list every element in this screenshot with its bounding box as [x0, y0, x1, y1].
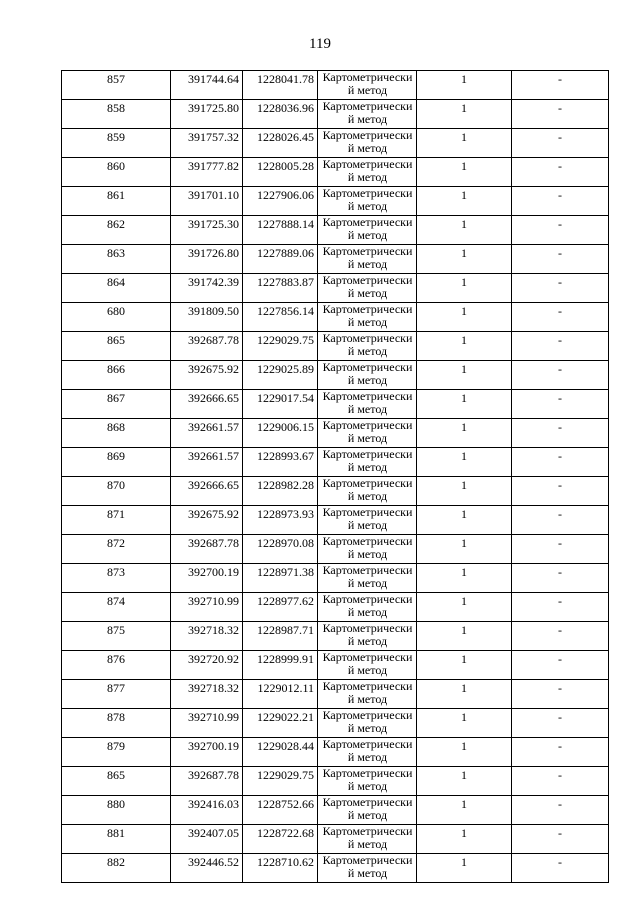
- table-row: [62, 709, 609, 738]
- x-coordinate-cell: 391725.30: [171, 216, 243, 245]
- method-line-1: Картометрически: [322, 302, 413, 316]
- method-cell: [318, 361, 417, 390]
- accuracy-cell: 1: [417, 796, 512, 825]
- coordinates-table: [61, 70, 609, 883]
- point-number-cell: 865: [62, 767, 171, 796]
- point-number-cell: 875: [62, 622, 171, 651]
- x-coordinate-cell: 391809.50: [171, 303, 243, 332]
- accuracy-cell: 1: [417, 854, 512, 883]
- table-row: [62, 854, 609, 883]
- method-cell: [318, 622, 417, 651]
- method-cell: [318, 564, 417, 593]
- method-line-1: Картометрически: [322, 70, 413, 84]
- method-line-2: й метод: [347, 199, 388, 213]
- method-line-2: й метод: [347, 373, 388, 387]
- accuracy-cell: 1: [417, 419, 512, 448]
- table-row: [62, 796, 609, 825]
- method-line-1: Картометрически: [322, 621, 413, 635]
- x-coordinate-cell: 391742.39: [171, 274, 243, 303]
- method-line-2: й метод: [347, 518, 388, 532]
- description-cell: -: [512, 245, 609, 274]
- table-row: [62, 332, 609, 361]
- accuracy-cell: 1: [417, 622, 512, 651]
- accuracy-cell: 1: [417, 680, 512, 709]
- point-number-cell: 860: [62, 158, 171, 187]
- accuracy-cell: 1: [417, 825, 512, 854]
- point-number-cell: 876: [62, 651, 171, 680]
- point-number-cell: 865: [62, 332, 171, 361]
- y-coordinate-cell: 1228993.67: [243, 448, 318, 477]
- method-cell: [318, 738, 417, 767]
- method-cell: [318, 158, 417, 187]
- x-coordinate-cell: 391777.82: [171, 158, 243, 187]
- method-line-2: й метод: [347, 141, 388, 155]
- method-line-2: й метод: [347, 489, 388, 503]
- x-coordinate-cell: 392720.92: [171, 651, 243, 680]
- description-cell: -: [512, 100, 609, 129]
- y-coordinate-cell: 1227889.06: [243, 245, 318, 274]
- point-number-cell: 858: [62, 100, 171, 129]
- method-cell: [318, 303, 417, 332]
- accuracy-cell: 1: [417, 245, 512, 274]
- point-number-cell: 680: [62, 303, 171, 332]
- description-cell: -: [512, 767, 609, 796]
- table-row: [62, 593, 609, 622]
- table-row: [62, 680, 609, 709]
- point-number-cell: 882: [62, 854, 171, 883]
- method-line-1: Картометрически: [322, 505, 413, 519]
- point-number-cell: 878: [62, 709, 171, 738]
- table-row: [62, 738, 609, 767]
- accuracy-cell: 1: [417, 187, 512, 216]
- x-coordinate-cell: 392710.99: [171, 593, 243, 622]
- x-coordinate-cell: 392661.57: [171, 448, 243, 477]
- method-cell: [318, 535, 417, 564]
- method-line-1: Картометрически: [322, 273, 413, 287]
- table-row: [62, 622, 609, 651]
- description-cell: -: [512, 709, 609, 738]
- method-line-1: Картометрически: [322, 418, 413, 432]
- method-line-2: й метод: [347, 576, 388, 590]
- y-coordinate-cell: 1228710.62: [243, 854, 318, 883]
- x-coordinate-cell: 391701.10: [171, 187, 243, 216]
- description-cell: -: [512, 477, 609, 506]
- point-number-cell: 864: [62, 274, 171, 303]
- y-coordinate-cell: 1228026.45: [243, 129, 318, 158]
- accuracy-cell: 1: [417, 564, 512, 593]
- method-line-1: Картометрически: [322, 795, 413, 809]
- method-line-2: й метод: [347, 112, 388, 126]
- description-cell: -: [512, 274, 609, 303]
- accuracy-cell: 1: [417, 100, 512, 129]
- table-row: [62, 303, 609, 332]
- description-cell: -: [512, 506, 609, 535]
- table-row: [62, 419, 609, 448]
- description-cell: -: [512, 361, 609, 390]
- description-cell: -: [512, 680, 609, 709]
- y-coordinate-cell: 1228005.28: [243, 158, 318, 187]
- x-coordinate-cell: 392666.65: [171, 477, 243, 506]
- x-coordinate-cell: 391744.64: [171, 71, 243, 100]
- method-line-2: й метод: [347, 779, 388, 793]
- method-line-1: Картометрически: [322, 128, 413, 142]
- accuracy-cell: 1: [417, 129, 512, 158]
- method-cell: [318, 419, 417, 448]
- y-coordinate-cell: 1229006.15: [243, 419, 318, 448]
- y-coordinate-cell: 1228999.91: [243, 651, 318, 680]
- method-line-1: Картометрически: [322, 563, 413, 577]
- point-number-cell: 862: [62, 216, 171, 245]
- x-coordinate-cell: 392666.65: [171, 390, 243, 419]
- point-number-cell: 863: [62, 245, 171, 274]
- x-coordinate-cell: 392687.78: [171, 332, 243, 361]
- method-cell: [318, 767, 417, 796]
- accuracy-cell: 1: [417, 361, 512, 390]
- description-cell: -: [512, 448, 609, 477]
- table-row: [62, 71, 609, 100]
- method-line-2: й метод: [347, 605, 388, 619]
- x-coordinate-cell: 391757.32: [171, 129, 243, 158]
- method-line-1: Картометрически: [322, 592, 413, 606]
- method-line-1: Картометрически: [322, 853, 413, 867]
- description-cell: -: [512, 303, 609, 332]
- method-cell: [318, 825, 417, 854]
- y-coordinate-cell: 1229022.21: [243, 709, 318, 738]
- method-line-2: й метод: [347, 344, 388, 358]
- method-line-2: й метод: [347, 866, 388, 880]
- method-line-2: й метод: [347, 837, 388, 851]
- x-coordinate-cell: 392718.32: [171, 622, 243, 651]
- table-row: [62, 100, 609, 129]
- method-line-2: й метод: [347, 402, 388, 416]
- x-coordinate-cell: 392675.92: [171, 361, 243, 390]
- point-number-cell: 879: [62, 738, 171, 767]
- y-coordinate-cell: 1228036.96: [243, 100, 318, 129]
- point-number-cell: 869: [62, 448, 171, 477]
- table-row: [62, 535, 609, 564]
- x-coordinate-cell: 392675.92: [171, 506, 243, 535]
- table-row: [62, 651, 609, 680]
- y-coordinate-cell: 1227888.14: [243, 216, 318, 245]
- y-coordinate-cell: 1229025.89: [243, 361, 318, 390]
- accuracy-cell: 1: [417, 738, 512, 767]
- y-coordinate-cell: 1228752.66: [243, 796, 318, 825]
- table-row: [62, 245, 609, 274]
- y-coordinate-cell: 1228722.68: [243, 825, 318, 854]
- point-number-cell: 870: [62, 477, 171, 506]
- table-row: [62, 506, 609, 535]
- table-row: [62, 216, 609, 245]
- point-number-cell: 859: [62, 129, 171, 158]
- method-line-1: Картометрически: [322, 360, 413, 374]
- description-cell: -: [512, 129, 609, 158]
- y-coordinate-cell: 1229029.75: [243, 767, 318, 796]
- x-coordinate-cell: 392407.05: [171, 825, 243, 854]
- method-line-1: Картометрически: [322, 331, 413, 345]
- y-coordinate-cell: 1227906.06: [243, 187, 318, 216]
- method-line-1: Картометрически: [322, 244, 413, 258]
- y-coordinate-cell: 1228987.71: [243, 622, 318, 651]
- method-line-1: Картометрически: [322, 679, 413, 693]
- method-line-2: й метод: [347, 286, 388, 300]
- method-cell: [318, 100, 417, 129]
- description-cell: -: [512, 593, 609, 622]
- method-cell: [318, 680, 417, 709]
- method-line-1: Картометрически: [322, 737, 413, 751]
- method-line-1: Картометрически: [322, 447, 413, 461]
- method-cell: [318, 390, 417, 419]
- description-cell: -: [512, 158, 609, 187]
- method-line-1: Картометрически: [322, 157, 413, 171]
- method-line-2: й метод: [347, 431, 388, 445]
- x-coordinate-cell: 392700.19: [171, 738, 243, 767]
- accuracy-cell: 1: [417, 274, 512, 303]
- point-number-cell: 880: [62, 796, 171, 825]
- method-cell: [318, 129, 417, 158]
- table-row: [62, 767, 609, 796]
- accuracy-cell: 1: [417, 303, 512, 332]
- method-line-2: й метод: [347, 634, 388, 648]
- y-coordinate-cell: 1229017.54: [243, 390, 318, 419]
- description-cell: -: [512, 564, 609, 593]
- table-row: [62, 564, 609, 593]
- description-cell: -: [512, 390, 609, 419]
- method-cell: [318, 854, 417, 883]
- method-line-1: Картометрически: [322, 389, 413, 403]
- accuracy-cell: 1: [417, 448, 512, 477]
- description-cell: -: [512, 622, 609, 651]
- method-line-1: Картометрически: [322, 766, 413, 780]
- table-row: [62, 448, 609, 477]
- accuracy-cell: 1: [417, 506, 512, 535]
- method-line-1: Картометрически: [322, 186, 413, 200]
- accuracy-cell: 1: [417, 593, 512, 622]
- table-row: [62, 361, 609, 390]
- method-cell: [318, 506, 417, 535]
- description-cell: -: [512, 535, 609, 564]
- accuracy-cell: 1: [417, 535, 512, 564]
- method-cell: [318, 245, 417, 274]
- accuracy-cell: 1: [417, 477, 512, 506]
- table-row: [62, 274, 609, 303]
- method-line-1: Картометрически: [322, 650, 413, 664]
- table-row: [62, 187, 609, 216]
- y-coordinate-cell: 1228041.78: [243, 71, 318, 100]
- y-coordinate-cell: 1228973.93: [243, 506, 318, 535]
- description-cell: -: [512, 216, 609, 245]
- point-number-cell: 873: [62, 564, 171, 593]
- table-row: [62, 825, 609, 854]
- method-cell: [318, 216, 417, 245]
- method-line-1: Картометрически: [322, 534, 413, 548]
- method-line-2: й метод: [347, 170, 388, 184]
- method-line-1: Картометрически: [322, 824, 413, 838]
- y-coordinate-cell: 1228982.28: [243, 477, 318, 506]
- method-line-2: й метод: [347, 663, 388, 677]
- description-cell: -: [512, 71, 609, 100]
- description-cell: -: [512, 332, 609, 361]
- table-row: [62, 129, 609, 158]
- method-line-1: Картометрически: [322, 215, 413, 229]
- method-line-2: й метод: [347, 692, 388, 706]
- x-coordinate-cell: 392718.32: [171, 680, 243, 709]
- accuracy-cell: 1: [417, 332, 512, 361]
- point-number-cell: 881: [62, 825, 171, 854]
- method-line-2: й метод: [347, 83, 388, 97]
- method-line-2: й метод: [347, 228, 388, 242]
- description-cell: -: [512, 419, 609, 448]
- method-cell: [318, 332, 417, 361]
- accuracy-cell: 1: [417, 390, 512, 419]
- method-cell: [318, 709, 417, 738]
- x-coordinate-cell: 392446.52: [171, 854, 243, 883]
- description-cell: -: [512, 825, 609, 854]
- y-coordinate-cell: 1229029.75: [243, 332, 318, 361]
- method-cell: [318, 593, 417, 622]
- method-line-2: й метод: [347, 808, 388, 822]
- accuracy-cell: 1: [417, 709, 512, 738]
- description-cell: -: [512, 854, 609, 883]
- method-cell: [318, 274, 417, 303]
- method-line-1: Картометрически: [322, 99, 413, 113]
- point-number-cell: 857: [62, 71, 171, 100]
- x-coordinate-cell: 392661.57: [171, 419, 243, 448]
- description-cell: -: [512, 796, 609, 825]
- point-number-cell: 872: [62, 535, 171, 564]
- description-cell: -: [512, 187, 609, 216]
- method-line-1: Картометрически: [322, 708, 413, 722]
- x-coordinate-cell: 392700.19: [171, 564, 243, 593]
- x-coordinate-cell: 391726.80: [171, 245, 243, 274]
- method-line-2: й метод: [347, 315, 388, 329]
- x-coordinate-cell: 392687.78: [171, 535, 243, 564]
- y-coordinate-cell: 1228977.62: [243, 593, 318, 622]
- method-cell: [318, 187, 417, 216]
- method-cell: [318, 796, 417, 825]
- y-coordinate-cell: 1228971.38: [243, 564, 318, 593]
- method-cell: [318, 477, 417, 506]
- table-row: [62, 390, 609, 419]
- x-coordinate-cell: 392687.78: [171, 767, 243, 796]
- method-line-2: й метод: [347, 547, 388, 561]
- method-cell: [318, 448, 417, 477]
- point-number-cell: 871: [62, 506, 171, 535]
- method-cell: [318, 71, 417, 100]
- x-coordinate-cell: 392710.99: [171, 709, 243, 738]
- table-body: [62, 71, 609, 883]
- point-number-cell: 861: [62, 187, 171, 216]
- table-row: [62, 477, 609, 506]
- description-cell: -: [512, 651, 609, 680]
- method-line-2: й метод: [347, 257, 388, 271]
- method-line-2: й метод: [347, 721, 388, 735]
- y-coordinate-cell: 1228970.08: [243, 535, 318, 564]
- accuracy-cell: 1: [417, 216, 512, 245]
- point-number-cell: 874: [62, 593, 171, 622]
- y-coordinate-cell: 1229028.44: [243, 738, 318, 767]
- y-coordinate-cell: 1229012.11: [243, 680, 318, 709]
- accuracy-cell: 1: [417, 651, 512, 680]
- x-coordinate-cell: 391725.80: [171, 100, 243, 129]
- y-coordinate-cell: 1227883.87: [243, 274, 318, 303]
- method-cell: [318, 651, 417, 680]
- table-row: [62, 158, 609, 187]
- x-coordinate-cell: 392416.03: [171, 796, 243, 825]
- description-cell: -: [512, 738, 609, 767]
- method-line-2: й метод: [347, 750, 388, 764]
- accuracy-cell: 1: [417, 71, 512, 100]
- method-line-2: й метод: [347, 460, 388, 474]
- point-number-cell: 866: [62, 361, 171, 390]
- accuracy-cell: 1: [417, 767, 512, 796]
- accuracy-cell: 1: [417, 158, 512, 187]
- point-number-cell: 868: [62, 419, 171, 448]
- y-coordinate-cell: 1227856.14: [243, 303, 318, 332]
- point-number-cell: 877: [62, 680, 171, 709]
- point-number-cell: 867: [62, 390, 171, 419]
- method-line-1: Картометрически: [322, 476, 413, 490]
- page-number: 119: [309, 36, 331, 52]
